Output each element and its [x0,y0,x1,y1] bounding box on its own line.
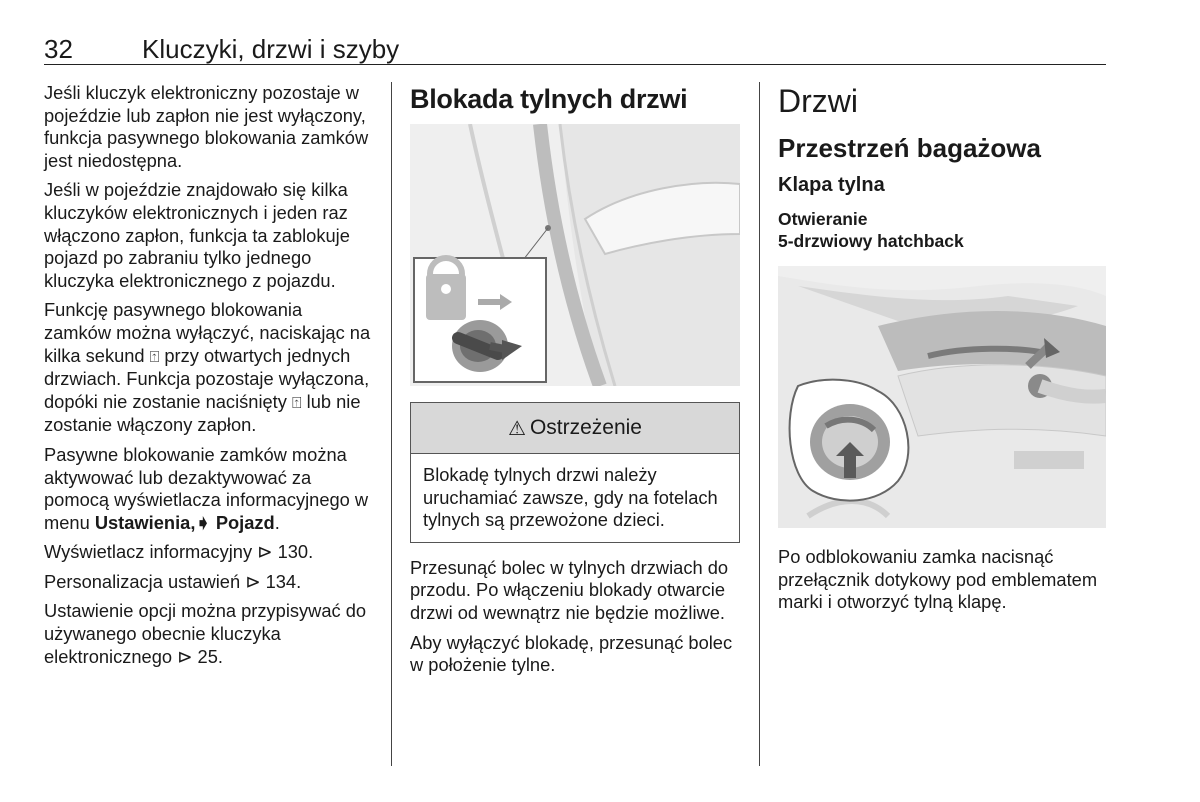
paragraph-3-text-b: przy otwartych jednych drzwiach. Funkcja pozostaje wyłączona, dopóki nie zostanie naciśnięty [44,344,370,412]
paragraph-1: Przesunąć bolec w tylnych drzwiach do przodu. Po włączeniu blokady otwarcie drzwi od wewnątrz nie będzie możliwe. [410,556,729,623]
paragraph-4-end: . [274,511,280,533]
column-middle [410,82,740,684]
child-lock-drawing [410,124,740,386]
warning-header [411,403,739,454]
subsection-heading: Klapa tylna [778,174,885,196]
section-heading: Blokada tylnych drzwi [410,84,688,114]
page-reference[interactable]: ⊳ 134. [245,570,302,592]
ref-text: Ustawienie opcji można przypisywać do używanego obecnie kluczyka elektronicznego [44,600,367,667]
warning-title: Ostrzeżenie [529,416,642,439]
column-divider-1 [391,82,392,766]
chapter-heading: Drzwi [778,83,858,119]
ref-text: Personalizacja ustawień [44,570,246,592]
section-heading: Przestrzeń bagażowa [778,133,1041,163]
page-reference[interactable]: ⊳ 130. [257,541,314,563]
variant-heading: 5-drzwiowy hatchback [778,231,964,251]
paragraph-6 [44,571,374,594]
paragraph-3-text-a: Funkcję pasywnego blokowania zamków można wyłączyć, naciskając na kilka sekund [44,299,371,366]
paragraph-3 [44,299,374,437]
child-lock-illustration [410,124,740,386]
tailgate-drawing [778,266,1106,528]
tailgate-illustration [778,266,1106,528]
paragraph-5 [44,541,374,564]
menu-settings: Ustawienia [94,511,191,533]
topic-heading: Otwieranie [778,209,868,229]
paragraph-4 [44,444,374,534]
warning-icon: ⚠ [508,416,526,440]
menu-separator-icon: ,➧ [190,511,216,533]
paragraph-4-text: Pasywne blokowanie zamków można aktywować lub dezaktywować za pomocą wyświetlacza informacyjnego w menu [44,443,369,533]
menu-vehicle: Pojazd [215,511,275,533]
paragraph-2: Aby wyłączyć blokadę, przesunąć bolec w położenie tylne. [410,631,733,676]
lock-button-icon: ⍐ [291,392,302,412]
page-reference[interactable]: ⊳ 25. [177,645,223,667]
unlock-button-icon: ⍐ [149,346,160,366]
header-rule [44,64,1106,65]
page-number: 32 [44,34,73,64]
running-title: Kluczyki, drzwi i szyby [142,34,400,64]
paragraph-2: Jeśli w pojeździe znajdowało się kilka kluczyków elektronicznych i jeden raz włączono zapłon, funkcja ta zablokuje pojazd po zabraniu tylko jednego kluczyka elektronicznego z pojazdu. [44,179,350,291]
paragraph-1: Jeśli kluczyk elektroniczny pozostaje w pojeździe lub zapłon nie jest wyłączony, funkcja pasywnego blokowania zamków jest niedostępna. [44,82,369,171]
column-left [44,82,374,675]
paragraph-7 [44,600,374,668]
warning-text: Blokadę tylnych drzwi należy uruchamiać zawsze, gdy na fotelach tylnych są przewożone dzieci. [423,464,718,531]
ref-text: Wyświetlacz informacyjny [44,541,258,563]
page-header [44,32,1106,68]
paragraph-1: Po odblokowaniu zamka nacisnąć przełącznik dotykowy pod emblematem marki i otworzyć tylną klapę. [778,546,1098,613]
column-divider-2 [759,82,760,766]
column-right [778,82,1108,621]
warning-box [410,402,740,543]
paragraph-3-text-c: lub nie zostanie włączony zapłon. [44,390,361,436]
